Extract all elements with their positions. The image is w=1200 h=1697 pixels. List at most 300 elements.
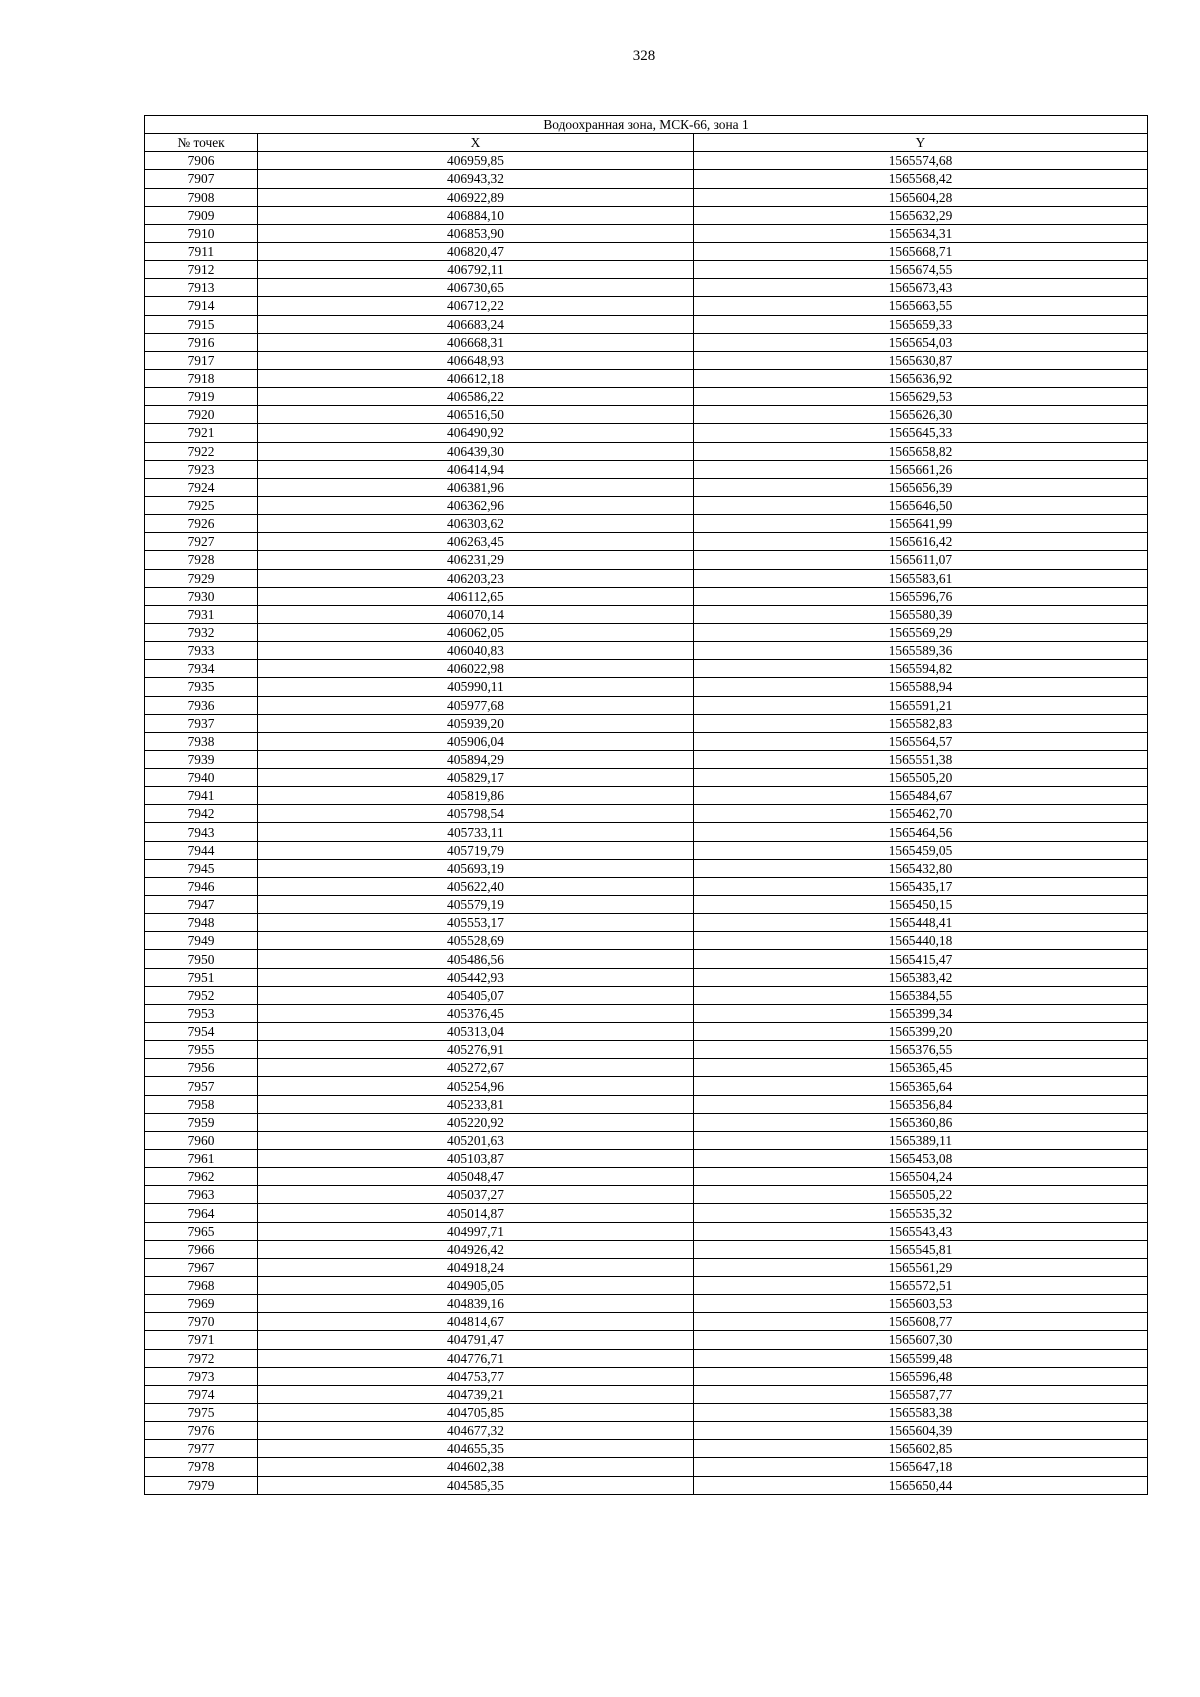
table-row xyxy=(145,932,1148,950)
x-cell: 405829,17 xyxy=(258,769,694,787)
y-cell: 1565645,33 xyxy=(694,424,1148,442)
table-row xyxy=(145,623,1148,641)
point-number-cell: 7906 xyxy=(145,152,258,170)
y-cell: 1565580,39 xyxy=(694,605,1148,623)
point-number-cell: 7945 xyxy=(145,859,258,877)
x-cell: 404705,85 xyxy=(258,1403,694,1421)
y-cell: 1565630,87 xyxy=(694,351,1148,369)
table-row xyxy=(145,660,1148,678)
x-cell: 406612,18 xyxy=(258,369,694,387)
y-cell: 1565608,77 xyxy=(694,1313,1148,1331)
table-row xyxy=(145,1403,1148,1421)
y-cell: 1565602,85 xyxy=(694,1440,1148,1458)
y-cell: 1565535,32 xyxy=(694,1204,1148,1222)
table-row xyxy=(145,1041,1148,1059)
y-cell: 1565583,38 xyxy=(694,1403,1148,1421)
table-row xyxy=(145,424,1148,442)
table-row xyxy=(145,569,1148,587)
point-number-cell: 7911 xyxy=(145,242,258,260)
x-cell: 406730,65 xyxy=(258,279,694,297)
table-row xyxy=(145,986,1148,1004)
x-cell: 406648,93 xyxy=(258,351,694,369)
table-caption-row xyxy=(145,116,1148,134)
y-cell: 1565543,43 xyxy=(694,1222,1148,1240)
x-cell: 405220,92 xyxy=(258,1113,694,1131)
table-row xyxy=(145,1240,1148,1258)
x-cell: 405977,68 xyxy=(258,696,694,714)
point-number-cell: 7973 xyxy=(145,1367,258,1385)
table-row xyxy=(145,1313,1148,1331)
x-cell: 405272,67 xyxy=(258,1059,694,1077)
point-number-cell: 7946 xyxy=(145,877,258,895)
point-number-cell: 7919 xyxy=(145,388,258,406)
y-cell: 1565607,30 xyxy=(694,1331,1148,1349)
x-cell: 405048,47 xyxy=(258,1168,694,1186)
table-row xyxy=(145,1168,1148,1186)
y-cell: 1565440,18 xyxy=(694,932,1148,950)
point-number-cell: 7947 xyxy=(145,896,258,914)
point-number-cell: 7933 xyxy=(145,642,258,660)
table-row xyxy=(145,841,1148,859)
page-number: 328 xyxy=(632,48,656,64)
y-cell: 1565634,31 xyxy=(694,224,1148,242)
x-cell: 406586,22 xyxy=(258,388,694,406)
y-cell: 1565569,29 xyxy=(694,623,1148,641)
table-row xyxy=(145,206,1148,224)
point-number-cell: 7944 xyxy=(145,841,258,859)
table-row xyxy=(145,1295,1148,1313)
point-number-cell: 7915 xyxy=(145,315,258,333)
x-cell: 404905,05 xyxy=(258,1277,694,1295)
x-cell: 406943,32 xyxy=(258,170,694,188)
x-cell: 406516,50 xyxy=(258,406,694,424)
point-number-cell: 7974 xyxy=(145,1385,258,1403)
x-cell: 406381,96 xyxy=(258,478,694,496)
table-row xyxy=(145,406,1148,424)
table-row xyxy=(145,224,1148,242)
y-cell: 1565399,20 xyxy=(694,1023,1148,1041)
point-number-cell: 7918 xyxy=(145,369,258,387)
y-cell: 1565568,42 xyxy=(694,170,1148,188)
table-row xyxy=(145,152,1148,170)
point-number-cell: 7923 xyxy=(145,460,258,478)
table-row xyxy=(145,388,1148,406)
point-number-cell: 7951 xyxy=(145,968,258,986)
table-row xyxy=(145,351,1148,369)
table-row xyxy=(145,1458,1148,1476)
table-row xyxy=(145,732,1148,750)
table-row xyxy=(145,188,1148,206)
point-number-cell: 7910 xyxy=(145,224,258,242)
x-cell: 406959,85 xyxy=(258,152,694,170)
x-cell: 404997,71 xyxy=(258,1222,694,1240)
x-cell: 405906,04 xyxy=(258,732,694,750)
x-cell: 406439,30 xyxy=(258,442,694,460)
y-cell: 1565356,84 xyxy=(694,1095,1148,1113)
table-row xyxy=(145,1204,1148,1222)
point-number-cell: 7931 xyxy=(145,605,258,623)
y-cell: 1565583,61 xyxy=(694,569,1148,587)
x-cell: 405313,04 xyxy=(258,1023,694,1041)
x-cell: 406922,89 xyxy=(258,188,694,206)
point-number-cell: 7927 xyxy=(145,533,258,551)
point-number-cell: 7917 xyxy=(145,351,258,369)
table-row xyxy=(145,805,1148,823)
y-cell: 1565464,56 xyxy=(694,823,1148,841)
x-cell: 406490,92 xyxy=(258,424,694,442)
table-row xyxy=(145,950,1148,968)
point-number-cell: 7968 xyxy=(145,1277,258,1295)
y-cell: 1565668,71 xyxy=(694,242,1148,260)
point-number-cell: 7909 xyxy=(145,206,258,224)
x-cell: 406263,45 xyxy=(258,533,694,551)
x-cell: 405528,69 xyxy=(258,932,694,950)
x-cell: 404791,47 xyxy=(258,1331,694,1349)
header-y: Y xyxy=(694,134,1148,152)
table-row xyxy=(145,1077,1148,1095)
y-cell: 1565636,92 xyxy=(694,369,1148,387)
y-cell: 1565376,55 xyxy=(694,1041,1148,1059)
point-number-cell: 7969 xyxy=(145,1295,258,1313)
table-row xyxy=(145,1095,1148,1113)
x-cell: 406683,24 xyxy=(258,315,694,333)
y-cell: 1565594,82 xyxy=(694,660,1148,678)
point-number-cell: 7938 xyxy=(145,732,258,750)
header-point-number: № точек xyxy=(145,134,258,152)
x-cell: 405894,29 xyxy=(258,750,694,768)
point-number-cell: 7921 xyxy=(145,424,258,442)
x-cell: 406712,22 xyxy=(258,297,694,315)
y-cell: 1565383,42 xyxy=(694,968,1148,986)
point-number-cell: 7916 xyxy=(145,333,258,351)
coordinates-table xyxy=(144,115,1148,1495)
x-cell: 404602,38 xyxy=(258,1458,694,1476)
table-row xyxy=(145,1023,1148,1041)
table-row xyxy=(145,515,1148,533)
x-cell: 404776,71 xyxy=(258,1349,694,1367)
point-number-cell: 7924 xyxy=(145,478,258,496)
point-number-cell: 7961 xyxy=(145,1150,258,1168)
table-row xyxy=(145,678,1148,696)
x-cell: 406022,98 xyxy=(258,660,694,678)
x-cell: 405622,40 xyxy=(258,877,694,895)
point-number-cell: 7930 xyxy=(145,587,258,605)
point-number-cell: 7957 xyxy=(145,1077,258,1095)
y-cell: 1565626,30 xyxy=(694,406,1148,424)
table-row xyxy=(145,333,1148,351)
point-number-cell: 7913 xyxy=(145,279,258,297)
table-row xyxy=(145,1476,1148,1494)
y-cell: 1565641,99 xyxy=(694,515,1148,533)
point-number-cell: 7943 xyxy=(145,823,258,841)
x-cell: 405376,45 xyxy=(258,1004,694,1022)
table-header-row xyxy=(145,134,1148,152)
point-number-cell: 7922 xyxy=(145,442,258,460)
y-cell: 1565448,41 xyxy=(694,914,1148,932)
x-cell: 405553,17 xyxy=(258,914,694,932)
table-row xyxy=(145,823,1148,841)
y-cell: 1565658,82 xyxy=(694,442,1148,460)
x-cell: 406203,23 xyxy=(258,569,694,587)
point-number-cell: 7954 xyxy=(145,1023,258,1041)
x-cell: 405990,11 xyxy=(258,678,694,696)
point-number-cell: 7965 xyxy=(145,1222,258,1240)
point-number-cell: 7907 xyxy=(145,170,258,188)
y-cell: 1565504,24 xyxy=(694,1168,1148,1186)
y-cell: 1565589,36 xyxy=(694,642,1148,660)
table-row xyxy=(145,1331,1148,1349)
y-cell: 1565632,29 xyxy=(694,206,1148,224)
table-row xyxy=(145,750,1148,768)
y-cell: 1565596,76 xyxy=(694,587,1148,605)
y-cell: 1565582,83 xyxy=(694,714,1148,732)
table-row xyxy=(145,1150,1148,1168)
x-cell: 404926,42 xyxy=(258,1240,694,1258)
y-cell: 1565596,48 xyxy=(694,1367,1148,1385)
y-cell: 1565611,07 xyxy=(694,551,1148,569)
point-number-cell: 7950 xyxy=(145,950,258,968)
x-cell: 405486,56 xyxy=(258,950,694,968)
y-cell: 1565545,81 xyxy=(694,1240,1148,1258)
header-x: X xyxy=(258,134,694,152)
point-number-cell: 7926 xyxy=(145,515,258,533)
x-cell: 406884,10 xyxy=(258,206,694,224)
table-row xyxy=(145,297,1148,315)
table-row xyxy=(145,551,1148,569)
y-cell: 1565603,53 xyxy=(694,1295,1148,1313)
x-cell: 404677,32 xyxy=(258,1422,694,1440)
point-number-cell: 7955 xyxy=(145,1041,258,1059)
y-cell: 1565599,48 xyxy=(694,1349,1148,1367)
point-number-cell: 7959 xyxy=(145,1113,258,1131)
table-row xyxy=(145,261,1148,279)
x-cell: 404585,35 xyxy=(258,1476,694,1494)
table-row xyxy=(145,315,1148,333)
x-cell: 405579,19 xyxy=(258,896,694,914)
x-cell: 404839,16 xyxy=(258,1295,694,1313)
point-number-cell: 7940 xyxy=(145,769,258,787)
x-cell: 405254,96 xyxy=(258,1077,694,1095)
y-cell: 1565647,18 xyxy=(694,1458,1148,1476)
point-number-cell: 7935 xyxy=(145,678,258,696)
x-cell: 406820,47 xyxy=(258,242,694,260)
y-cell: 1565360,86 xyxy=(694,1113,1148,1131)
y-cell: 1565384,55 xyxy=(694,986,1148,1004)
x-cell: 405939,20 xyxy=(258,714,694,732)
y-cell: 1565572,51 xyxy=(694,1277,1148,1295)
y-cell: 1565435,17 xyxy=(694,877,1148,895)
point-number-cell: 7976 xyxy=(145,1422,258,1440)
y-cell: 1565505,20 xyxy=(694,769,1148,787)
table-row xyxy=(145,242,1148,260)
point-number-cell: 7971 xyxy=(145,1331,258,1349)
table-row xyxy=(145,769,1148,787)
table-row xyxy=(145,877,1148,895)
y-cell: 1565365,64 xyxy=(694,1077,1148,1095)
table-row xyxy=(145,968,1148,986)
y-cell: 1565462,70 xyxy=(694,805,1148,823)
y-cell: 1565415,47 xyxy=(694,950,1148,968)
x-cell: 405037,27 xyxy=(258,1186,694,1204)
y-cell: 1565574,68 xyxy=(694,152,1148,170)
table-row xyxy=(145,170,1148,188)
point-number-cell: 7975 xyxy=(145,1403,258,1421)
table-row xyxy=(145,1222,1148,1240)
point-number-cell: 7972 xyxy=(145,1349,258,1367)
y-cell: 1565564,57 xyxy=(694,732,1148,750)
point-number-cell: 7948 xyxy=(145,914,258,932)
x-cell: 405233,81 xyxy=(258,1095,694,1113)
y-cell: 1565591,21 xyxy=(694,696,1148,714)
point-number-cell: 7929 xyxy=(145,569,258,587)
x-cell: 405733,11 xyxy=(258,823,694,841)
table-row xyxy=(145,460,1148,478)
point-number-cell: 7978 xyxy=(145,1458,258,1476)
y-cell: 1565365,45 xyxy=(694,1059,1148,1077)
x-cell: 406070,14 xyxy=(258,605,694,623)
point-number-cell: 7914 xyxy=(145,297,258,315)
x-cell: 405405,07 xyxy=(258,986,694,1004)
x-cell: 406062,05 xyxy=(258,623,694,641)
x-cell: 406362,96 xyxy=(258,496,694,514)
y-cell: 1565389,11 xyxy=(694,1131,1148,1149)
point-number-cell: 7937 xyxy=(145,714,258,732)
y-cell: 1565551,38 xyxy=(694,750,1148,768)
y-cell: 1565654,03 xyxy=(694,333,1148,351)
point-number-cell: 7925 xyxy=(145,496,258,514)
table-row xyxy=(145,1349,1148,1367)
y-cell: 1565459,05 xyxy=(694,841,1148,859)
point-number-cell: 7934 xyxy=(145,660,258,678)
x-cell: 405103,87 xyxy=(258,1150,694,1168)
table-row xyxy=(145,1422,1148,1440)
y-cell: 1565629,53 xyxy=(694,388,1148,406)
point-number-cell: 7932 xyxy=(145,623,258,641)
x-cell: 406414,94 xyxy=(258,460,694,478)
y-cell: 1565450,15 xyxy=(694,896,1148,914)
y-cell: 1565663,55 xyxy=(694,297,1148,315)
x-cell: 404918,24 xyxy=(258,1258,694,1276)
table-row xyxy=(145,1131,1148,1149)
x-cell: 406040,83 xyxy=(258,642,694,660)
table-row xyxy=(145,478,1148,496)
y-cell: 1565673,43 xyxy=(694,279,1148,297)
point-number-cell: 7953 xyxy=(145,1004,258,1022)
point-number-cell: 7920 xyxy=(145,406,258,424)
point-number-cell: 7960 xyxy=(145,1131,258,1149)
x-cell: 406853,90 xyxy=(258,224,694,242)
x-cell: 405276,91 xyxy=(258,1041,694,1059)
y-cell: 1565587,77 xyxy=(694,1385,1148,1403)
y-cell: 1565604,39 xyxy=(694,1422,1148,1440)
point-number-cell: 7967 xyxy=(145,1258,258,1276)
point-number-cell: 7908 xyxy=(145,188,258,206)
table-row xyxy=(145,1367,1148,1385)
table-row xyxy=(145,787,1148,805)
point-number-cell: 7979 xyxy=(145,1476,258,1494)
point-number-cell: 7966 xyxy=(145,1240,258,1258)
x-cell: 405798,54 xyxy=(258,805,694,823)
y-cell: 1565650,44 xyxy=(694,1476,1148,1494)
point-number-cell: 7936 xyxy=(145,696,258,714)
x-cell: 404814,67 xyxy=(258,1313,694,1331)
table-row xyxy=(145,1277,1148,1295)
table-row xyxy=(145,1004,1148,1022)
point-number-cell: 7939 xyxy=(145,750,258,768)
y-cell: 1565661,26 xyxy=(694,460,1148,478)
point-number-cell: 7956 xyxy=(145,1059,258,1077)
table-row xyxy=(145,1258,1148,1276)
x-cell: 405201,63 xyxy=(258,1131,694,1149)
table-row xyxy=(145,587,1148,605)
table-row xyxy=(145,896,1148,914)
x-cell: 406792,11 xyxy=(258,261,694,279)
point-number-cell: 7949 xyxy=(145,932,258,950)
point-number-cell: 7928 xyxy=(145,551,258,569)
x-cell: 406112,65 xyxy=(258,587,694,605)
y-cell: 1565616,42 xyxy=(694,533,1148,551)
table-row xyxy=(145,1059,1148,1077)
table-row xyxy=(145,714,1148,732)
point-number-cell: 7977 xyxy=(145,1440,258,1458)
point-number-cell: 7941 xyxy=(145,787,258,805)
x-cell: 405014,87 xyxy=(258,1204,694,1222)
y-cell: 1565505,22 xyxy=(694,1186,1148,1204)
y-cell: 1565561,29 xyxy=(694,1258,1148,1276)
table-row xyxy=(145,369,1148,387)
x-cell: 405819,86 xyxy=(258,787,694,805)
y-cell: 1565604,28 xyxy=(694,188,1148,206)
point-number-cell: 7952 xyxy=(145,986,258,1004)
x-cell: 404739,21 xyxy=(258,1385,694,1403)
table-row xyxy=(145,1385,1148,1403)
x-cell: 405442,93 xyxy=(258,968,694,986)
y-cell: 1565659,33 xyxy=(694,315,1148,333)
x-cell: 405693,19 xyxy=(258,859,694,877)
table-row xyxy=(145,1440,1148,1458)
point-number-cell: 7962 xyxy=(145,1168,258,1186)
x-cell: 406668,31 xyxy=(258,333,694,351)
point-number-cell: 7912 xyxy=(145,261,258,279)
y-cell: 1565399,34 xyxy=(694,1004,1148,1022)
y-cell: 1565674,55 xyxy=(694,261,1148,279)
point-number-cell: 7964 xyxy=(145,1204,258,1222)
table-caption: Водоохранная зона, МСК-66, зона 1 xyxy=(145,116,1148,134)
y-cell: 1565656,39 xyxy=(694,478,1148,496)
table-row xyxy=(145,914,1148,932)
x-cell: 404753,77 xyxy=(258,1367,694,1385)
y-cell: 1565453,08 xyxy=(694,1150,1148,1168)
point-number-cell: 7970 xyxy=(145,1313,258,1331)
x-cell: 404655,35 xyxy=(258,1440,694,1458)
point-number-cell: 7958 xyxy=(145,1095,258,1113)
point-number-cell: 7942 xyxy=(145,805,258,823)
table-row xyxy=(145,859,1148,877)
y-cell: 1565588,94 xyxy=(694,678,1148,696)
table-row xyxy=(145,533,1148,551)
table-row xyxy=(145,605,1148,623)
table-row xyxy=(145,696,1148,714)
table-body xyxy=(145,152,1148,1494)
table-row xyxy=(145,642,1148,660)
table-row xyxy=(145,1186,1148,1204)
table-row xyxy=(145,496,1148,514)
x-cell: 406303,62 xyxy=(258,515,694,533)
table-row xyxy=(145,1113,1148,1131)
x-cell: 406231,29 xyxy=(258,551,694,569)
table-row xyxy=(145,279,1148,297)
x-cell: 405719,79 xyxy=(258,841,694,859)
